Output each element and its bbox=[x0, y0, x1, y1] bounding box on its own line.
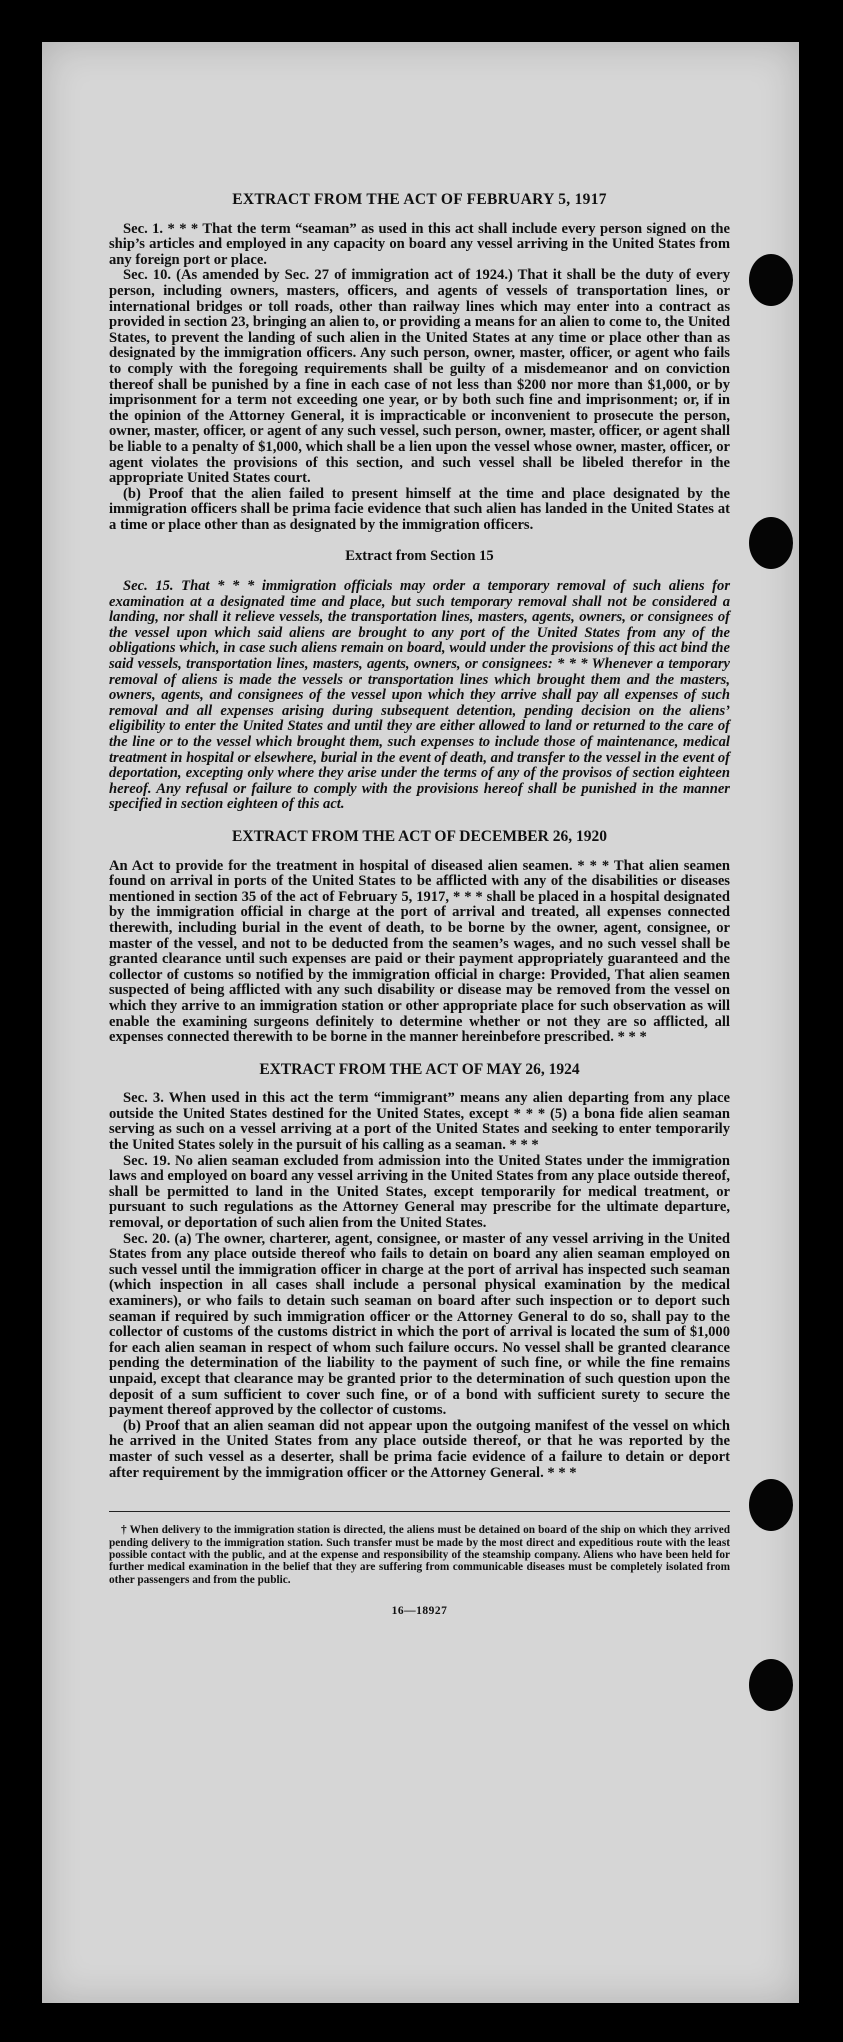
document-body bbox=[109, 192, 730, 1620]
paragraph: Sec. 10. (As amended by Sec. 27 of immigration act of 1924.) That it shall be the duty of every person, including owners, masters, officers, and agents of vessels of transportation lines, or international bridges or toll roads, other than railway lines which may enter into a contract as provided in section 23, bringing an alien to, or providing a means for an alien to come to, the United States, to prevent the landing of such alien in the United States at any time or place other than as designated by the immigration officers. Any such person, owner, master, officer, or agent who fails to comply with the foregoing requirements shall be guilty of a misdemeanor and on conviction thereof shall be punished by a fine in each case of not less than $200 nor more than $1,000, or by imprisonment for a term not exceeding one year, or by both such fine and imprisonment; or, if in the opinion of the Attorney General, it is impracticable or inconvenient to prosecute the person, owner, master, officer, or agent of any such vessel, such person, owner, master, officer, or agent shall be liable to a penalty of $1,000, which shall be a lien upon the vessel whose owner, master, officer, or agent violates the provisions of this section, and such vessel shall be libeled therefor in the appropriate United States court. bbox=[109, 267, 730, 487]
paragraph: Sec. 15. That * * * immigration officials may order a temporary removal of such aliens for examination at a designated time and place, but such temporary removal shall not be considered a landing, nor shall it relieve vessels, the transportation lines, masters, agents, owners, or consignees of the vessel upon which said aliens are brought to any port of the United States from any of the obligations which, in case such aliens remain on board, would under the provisions of this act bind the said vessels, transportation lines, masters, agents, owners, or consignees: * * * Whenever a temporary removal of aliens is made the vessels or transportation lines which brought them and the masters, owners, agents, and consignees of the vessel upon which they arrive shall pay all expenses of such removal and all expenses arising during subsequent detention, pending decision on the aliens’ eligibility to enter the United States and until they are either allowed to land or returned to the care of the line or to the vessel which brought them, such expenses to include those of maintenance, medical treatment in hospital or elsewhere, burial in the event of death, and transfer to the vessel in the event of deportation, excepting only where they arise under the terms of any of the provisos of section eighteen hereof. Any refusal or failure to comply with the provisions hereof shall be punished in the manner specified in section eighteen of this act. bbox=[109, 578, 730, 813]
punch-hole bbox=[749, 254, 793, 306]
footnote-divider bbox=[109, 1511, 730, 1512]
section-heading: EXTRACT FROM THE ACT OF DECEMBER 26, 1920 bbox=[232, 827, 607, 845]
paragraph: Sec. 19. No alien seaman excluded from admission into the United States under the immigration laws and employed on board any vessel arriving in the United States from any place outside thereof, shall be permitted to land in the United States, except temporarily for medical treatment, or pursuant to such regulations as the Attorney General may prescribe for the ultimate departure, removal, or deportation of such alien from the United States. bbox=[109, 1152, 730, 1232]
punch-hole bbox=[749, 517, 793, 569]
punch-hole bbox=[749, 1479, 793, 1531]
footnote: † When delivery to the immigration station is directed, the aliens must be detained on board of the ship on which they arrived pending delivery to the immigration station. Such transfer must be made by the most direct and expeditious route with the least possible contact with the public, and at the expense and responsibility of the steamship company. Aliens who have been held for further medical examination in the belief that they are suffering from communicable diseases must be completely isolated from other passengers and from the public. bbox=[109, 1524, 730, 1586]
section-heading: EXTRACT FROM THE ACT OF FEBRUARY 5, 1917 bbox=[232, 191, 607, 208]
paragraph: Sec. 20. (a) The owner, charterer, agent, consignee, or master of any vessel arriving in the United States from any place outside thereof who fails to detain on board any alien seaman employed on such vessel until the immigration officer in charge at the port of arrival has inspected such seaman (which inspection in all cases shall include a personal physical examination by the medical examiners), or who fails to detain such seaman on board after such inspection or to deport such seaman if required by such immigration officer or the Attorney General to do so, shall pay to the collector of customs of the customs district in which the port of arrival is located the sum of $1,000 for each alien seaman in respect of whom such failure occurs. No vessel shall be granted clearance pending the determination of the liability to the payment of such fine, or while the fine remains unpaid, except that clearance may be granted prior to the determination of such question upon the deposit of a sum sufficient to cover such fine, or of a bond with sufficient surety to secure the payment thereof approved by the collector of customs. bbox=[109, 1230, 730, 1419]
paragraph: An Act to provide for the treatment in hospital of diseased alien seamen. * * * That alien seamen found on arrival in ports of the United States to be afflicted with any of the disabilities or diseases mentioned in section 35 of the act of February 5, 1917, * * * shall be placed in a hospital designated by the immigration official in charge at the port of arrival and treated, all expenses connected therewith, including burial in the event of death, to be borne by the owner, agent, consignee, or master of the vessel, and not to be deducted from the seamen’s wages, and no such vessel shall be granted clearance until such expenses are paid or their payment appropriately guaranteed and the collector of customs so notified by the immigration official in charge: Provided, That alien seamen suspected of being afflicted with any such disability or disease may be removed from the vessel on which they arrive to an immigration station or other appropriate place for such observation as will enable the examining surgeons definitely to determine whether or not they are so afflicted, all expenses connected therewith to be borne in the manner hereinbefore prescribed. * * * bbox=[109, 857, 730, 1046]
paragraph: (b) Proof that an alien seaman did not appear upon the outgoing manifest of the vessel on which he arrived in the United States from any place outside thereof, or that he was reported by the master of such vessel as a deserter, shall be prima facie evidence of a failure to detain or deport after requirement by the immigration officer or the Attorney General. * * * bbox=[109, 1417, 730, 1481]
section-subheading: Extract from Section 15 bbox=[345, 548, 494, 565]
section-heading: EXTRACT FROM THE ACT OF MAY 26, 1924 bbox=[259, 1060, 580, 1078]
document-page bbox=[42, 42, 799, 2003]
page-number: 16—18927 bbox=[391, 1605, 448, 1618]
paragraph: (b) Proof that the alien failed to present himself at the time and place designated by the immigration officers shall be prima facie evidence that such alien has landed in the United States at a time or place other than as designated by the immigration officers. bbox=[109, 485, 730, 533]
punch-hole bbox=[749, 1659, 793, 1711]
paragraph: Sec. 1. * * * That the term “seaman” as used in this act shall include every person signed on the ship’s articles and employed in any capacity on board any vessel arriving in the United States from any foreign port or place. bbox=[109, 220, 730, 268]
paragraph: Sec. 3. When used in this act the term “immigrant” means any alien departing from any place outside the United States destined for the United States, except * * * (5) a bona fide alien seaman serving as such on a vessel arriving at a port of the United States and seeking to enter temporarily the United States solely in the pursuit of his calling as a seaman. * * * bbox=[109, 1090, 730, 1154]
